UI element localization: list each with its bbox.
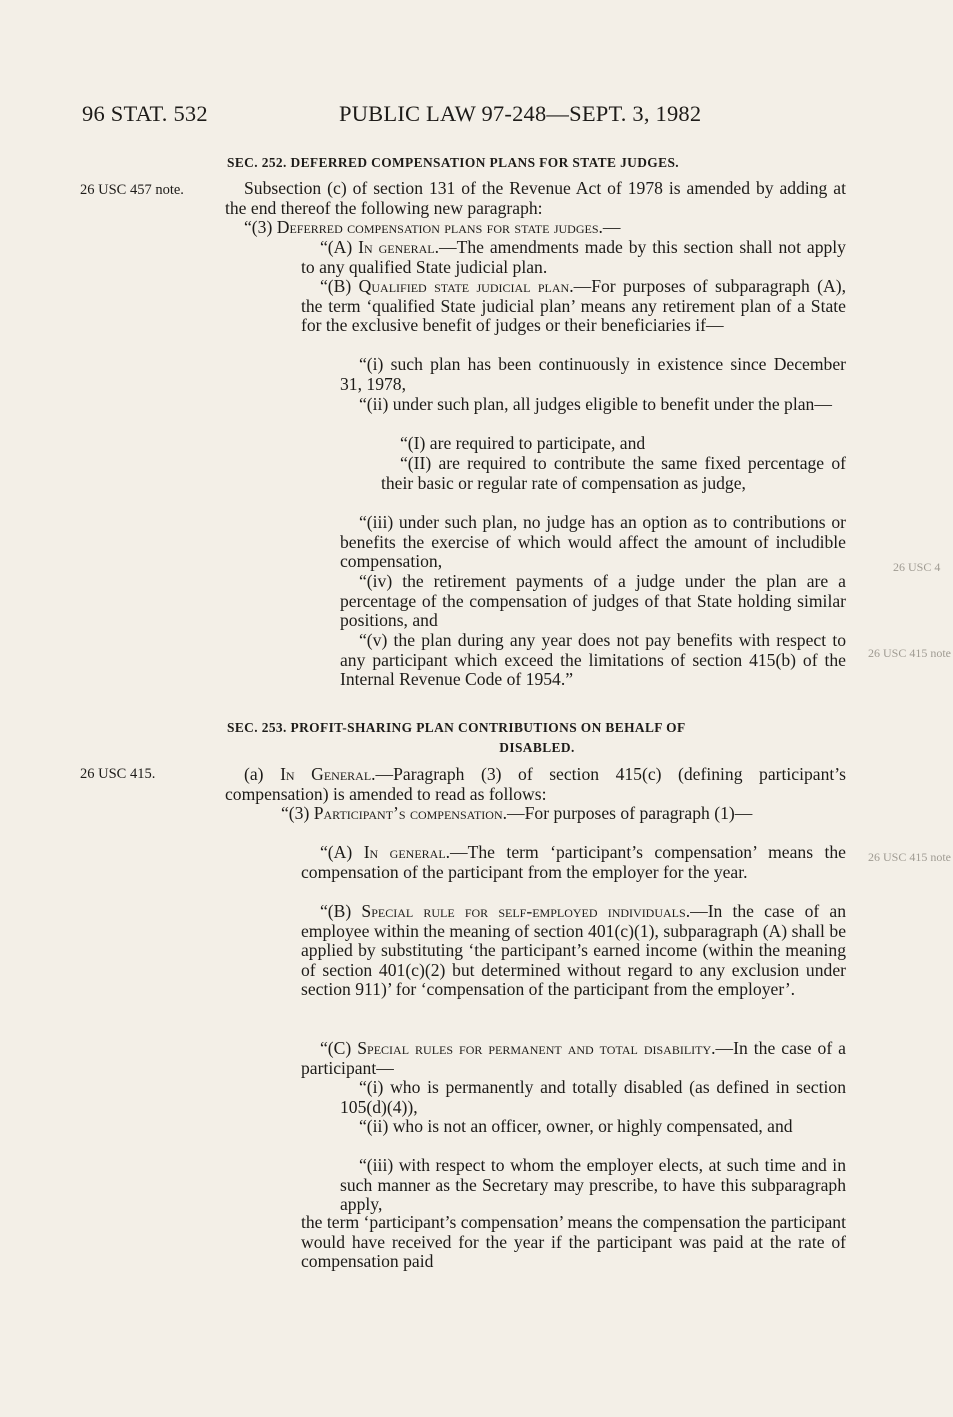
subsection-a: (a) In General.—Paragraph (3) of section 415(c) (defining participant’s compensation) is amended to read as follows: bbox=[225, 764, 846, 804]
section-252-heading bbox=[227, 153, 847, 173]
paragraph: Subsection (c) of section 131 of the Revenue Act of 1978 is amended by adding at the end thereof the following new paragraph: bbox=[225, 178, 846, 218]
section-title: PROFIT-SHARING PLAN CONTRIBUTIONS ON BEHALF OF bbox=[290, 720, 686, 735]
clause-i: “(i) who is permanently and totally disabled (as defined in section 105(d)(4)), bbox=[340, 1077, 846, 1117]
bleed-through-note: 26 USC 415 note bbox=[868, 646, 952, 660]
margin-citation: 26 USC 457 note. bbox=[80, 182, 184, 198]
subparagraph-c: “(C) Special rules for permanent and total disability.—In the case of a participant— bbox=[301, 1038, 846, 1078]
section-253-heading bbox=[227, 718, 847, 757]
clause-iv: “(iv) the retirement payments of a judge under the plan are a percentage of the compensation of judges of that State holding similar positions, and bbox=[340, 571, 846, 631]
clause-iii: “(iii) under such plan, no judge has an option as to contributions or benefits the exercise of which would affect the amount of includible compensation, bbox=[340, 512, 846, 572]
paragraph-3: “(3) Participant’s compensation.—For purposes of paragraph (1)— bbox=[281, 803, 753, 823]
clause-v: “(v) the plan during any year does not pay benefits with respect to any participant which exceed the limitations of section 415(b) of the Internal Revenue Code of 1954.” bbox=[340, 630, 846, 690]
section-title: DEFERRED COMPENSATION PLANS FOR STATE JUDGES. bbox=[290, 155, 680, 170]
clause-i: “(i) such plan has been continuously in existence since December 31, 1978, bbox=[340, 354, 846, 394]
subclause-i: “(I) are required to participate, and bbox=[400, 433, 646, 453]
public-law-citation: PUBLIC LAW 97-248—SEPT. 3, 1982 bbox=[339, 101, 702, 126]
margin-citation: 26 USC 415. bbox=[80, 766, 156, 782]
bleed-through-note: 26 USC 4 bbox=[893, 560, 941, 574]
paragraph-3-heading: “(3) Deferred compensation plans for state judges.— bbox=[244, 217, 621, 237]
subparagraph-b: “(B) Qualified state judicial plan.—For purposes of subparagraph (A), the term ‘qualified State judicial plan’ means any retirement plan of a State for the exclusive benefit of judges or their beneficiaries if— bbox=[301, 276, 846, 336]
subparagraph-a: “(A) In general.—The term ‘participant’s compensation’ means the compensation of the participant from the employer for the year. bbox=[301, 842, 846, 882]
closing-text: the term ‘participant’s compensation’ means the compensation the participant would have received for the year if the participant was paid at the rate of compensation paid bbox=[301, 1212, 846, 1272]
clause-iii: “(iii) with respect to whom the employer elects, at such time and in such manner as the Secretary may prescribe, to have this subparagraph apply, bbox=[340, 1155, 846, 1215]
statute-page-number: 96 STAT. 532 bbox=[82, 101, 208, 126]
bleed-through-note: 26 USC 415 note bbox=[868, 850, 952, 864]
clause-ii: “(ii) who is not an officer, owner, or highly compensated, and bbox=[359, 1116, 793, 1136]
subparagraph-a: “(A) In general.—The amendments made by this section shall not apply to any qualified State judicial plan. bbox=[301, 237, 846, 277]
subclause-ii: “(II) are required to contribute the same fixed percentage of their basic or regular rate of compensation as judge, bbox=[381, 453, 846, 493]
section-title-continued: DISABLED. bbox=[499, 739, 575, 755]
section-number: SEC. 252. bbox=[227, 155, 287, 170]
clause-ii: “(ii) under such plan, all judges eligible to benefit under the plan— bbox=[359, 394, 832, 414]
section-number: SEC. 253. bbox=[227, 720, 287, 735]
subparagraph-b: “(B) Special rule for self-employed individuals.—In the case of an employee within the meaning of section 401(c)(1), subparagraph (A) shall be applied by substituting ‘the participant’s earned income (within the meaning of section 401(c)(2) but determined without regard to any exclusion under section 911)’ for ‘compensation of the participant from the employer’. bbox=[301, 901, 846, 1000]
